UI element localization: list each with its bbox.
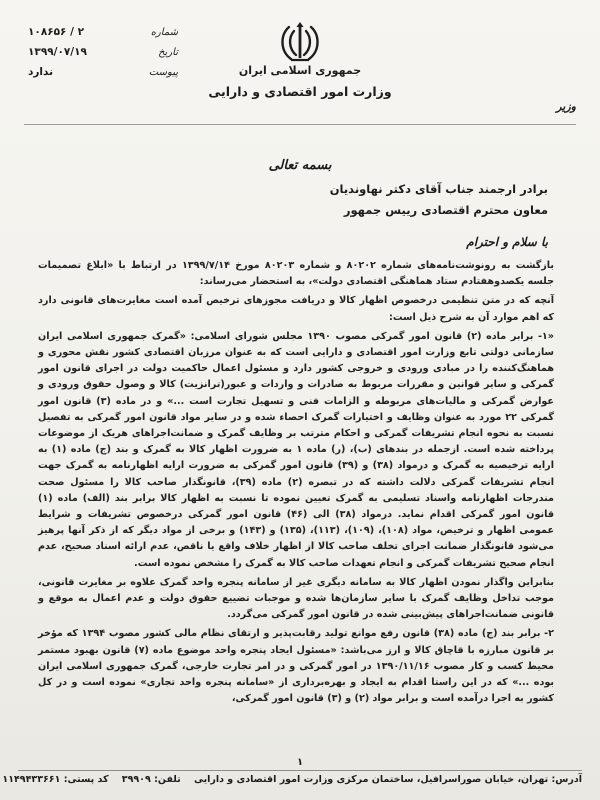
- body-paragraph-3: «۱- برابر ماده (۲) قانون امور گمرکی مصوب ۱۳۹۰ مجلس شورای اسلامی: «گمرک جمهوری اسلامی ایران سازمانی دولتی تابع وزارت امور اقتصادی و دارایی است که به عنوان مرزبان اقتصادی کشور نقش محوری و هماهنگ‌کننده را در مبادی ورودی و خروجی کشور دارد و مسئول اعمال حاکمیت دولت در اجرای قانون امور گمرکی و سایر قوانین و مقررات مربوط به صادرات و واردات و عبور(ترانزیت) کالا و وصول حقوق ورودی و عوارض گمرکی و مالیات‌های مربوطه و الزامات فنی و تسهیل تجارت است ...» و در ماده (۳) قانون امور گمرکی ۲۲ مورد به عنوان وظایف و اختیارات گمرک احصاء شده و در سایر مواد قانون امور گمرکی به تفصیل نسبت به نحوه انجام تشریفات گمرکی و احکام مترتب بر وظایف گمرک و ضمانت‌اجراهای هریک از موضوعات پرداخته شده است. ازجمله در بندهای (ب)، (ر) ماده ۱ به ضرورت اظهار کالا به گمرک و بند (ج) ماده (۱) به ارایه ترخیصیه به گمرک و درمواد (۳۸) و (۳۹) قانون امور گمرکی به ضرورت ارایه اظهارنامه به گمرک جهت انجام تشریفات گمرکی دلالت داشته که در تبصره (۲) ماده (۳۹)، قانونگذار صاحب کالا را مسئول صحت مندرجات اظهارنامه واسناد تسلیمی به گمرک تعیین نموده تا نسبت به اظهار کالا برابر بند (الف) ماده (۱) قانون امور گمرکی اقدام نماید. درمواد (۳۸) الی (۴۶) قانون امور گمرکی درخصوص تشریفات و شرایط عمومی اظهار و ترخیص، مواد (۱۰۸)، (۱۰۹)، (۱۱۳)، (۱۳۵) و (۱۴۳) و برخی از مواد دیگر که از ذکر آنها پرهیز می‌شود قانونگذار ضمانت اجرای تخلف صاحب کالا از اظهار خلاف واقع یا ناقص، عدم ارائه اسناد صحیح، عدم انجام صحیح تشریفات گمرکی و انجام تعهدات صاحب کالا به گمرک را مشخص نموده است.: [38, 330, 555, 569]
- letter-body: [38, 258, 554, 710]
- body-paragraph-2: آنچه که در متن تنظیمی درخصوص اظهار کالا و دریافت مجوزهای ترخیص آمده است مغایرت‌های قانونی دارد که اهم موارد آن به شرح ذیل است:: [38, 295, 554, 323]
- attachment-value: ندارد: [28, 66, 54, 78]
- footer-phone-label: تلفن:: [154, 774, 181, 785]
- date-value: ۱۳۹۹/۰۷/۱۹: [28, 46, 87, 58]
- republic-title: جمهوری اسلامی ایران: [238, 64, 362, 77]
- page-number: ۱: [296, 757, 304, 768]
- recipient-name: برادر ارجمند جناب آقای دکتر نهاوندیان: [329, 182, 548, 196]
- body-paragraph-4: بنابراین واگذار نمودن اظهار کالا به سامانه دیگری غیر از سامانه پنجره واحد گمرک علاوه بر مغایرت قانونی، موجب تداخل وظایف گمرک با سایر سازمان‌ها شده و موجبات تضییع حقوق دولت و عدم اعمال به موقع و قانونی ضمانت‌اجراهای پیش‌بینی شده در قانون امور گمرکی می‌گردد.: [38, 576, 554, 621]
- salutation: بسمه تعالی: [268, 158, 332, 173]
- footer-phone: ۳۹۹۰۹: [121, 774, 151, 785]
- header-divider: [24, 124, 576, 125]
- body-paragraph-1: بازگشت به رونوشت‌نامه‌های شماره ۸۰۲۰۲ و شماره ۸۰۲۰۳ مورخ ۱۳۹۹/۷/۱۴ در ارتباط با «ابلاغ تصمیمات جلسه یکصدوهفتادم ستاد هماهنگی اقتصادی دولت»، به استحضار می‌رساند:: [38, 260, 555, 288]
- attachment-label: پیوست: [148, 66, 178, 78]
- footer-address: آدرس: تهران، خیابان صوراسرافیل، ساختمان مرکزی وزارت امور اقتصادی و دارایی: [193, 774, 582, 785]
- office-label: وزیر: [556, 100, 576, 113]
- body-paragraph-5: ۲- برابر بند (ج) ماده (۳۸) قانون رفع موانع تولید رقابت‌پذیر و ارتقای نظام مالی کشور مصوب ۱۳۹۴ که مؤخر بر قانون مبارزه با قاچاق کالا و ارز می‌باشد: «مسئول ایجاد پنجره واحد موضوع ماده (۷) قانون بهبود مستمر محیط کسب و کار مصوب ۱۳۹۰/۱۱/۱۶ در امور گمرکی و در امر تجارت خارجی، گمرک جمهوری اسلامی ایران بوده ...» که در این راستا اقدام به ایجاد و بهره‌برداری از «سامانه پنجره واحد تجاری» نموده است و در کل کشور به اجرا درآمده است و برابر مواد (۲) و (۳) قانون امور گمرکی،: [38, 628, 555, 705]
- letter-meta: [28, 22, 178, 82]
- greeting: با سلام و احترام: [466, 235, 548, 249]
- iran-emblem-icon: [276, 18, 324, 66]
- letter-footer: [2, 774, 582, 785]
- ministry-title: وزارت امور اقتصادی و دارایی: [208, 84, 392, 99]
- recipient-title: معاون محترم اقتصادی رییس جمهور: [343, 203, 548, 217]
- date-row: [28, 42, 178, 62]
- number-row: [28, 22, 178, 42]
- footer-postal-label: کد پستی:: [63, 774, 109, 785]
- footer-divider: [18, 770, 582, 771]
- number-value: ۲ / ۱۰۸۶۵۶: [28, 26, 85, 38]
- number-label: شماره: [150, 26, 178, 38]
- footer-postal: ۱۱۴۹۴۳۳۶۶۱: [2, 774, 61, 785]
- date-label: تاریخ: [158, 46, 178, 58]
- attachment-row: [28, 62, 178, 82]
